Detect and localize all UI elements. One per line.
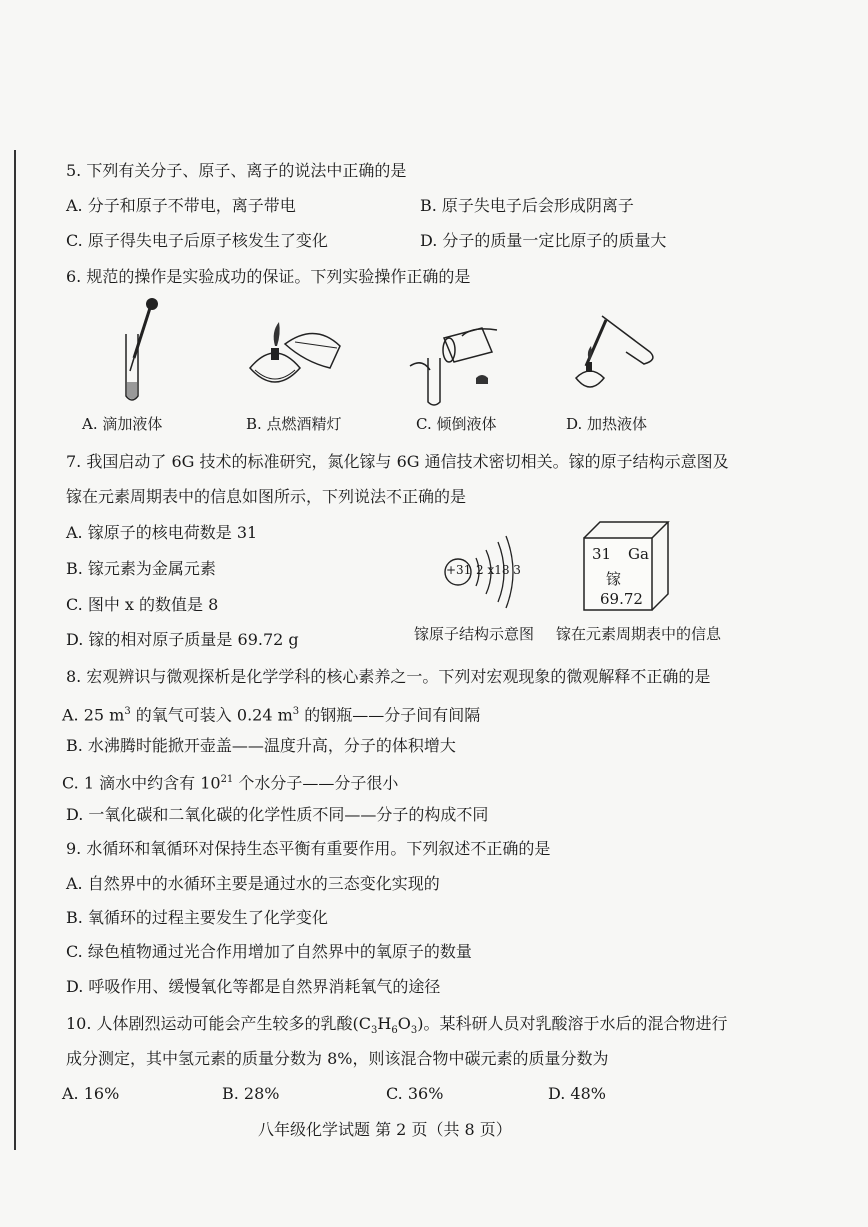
- atom-shell-electrons: 2 x18 3: [476, 563, 521, 577]
- page-footer: 八年级化学试题 第 2 页（共 8 页）: [258, 1120, 512, 1139]
- q6-option-a: A. 滴加液体: [82, 415, 163, 433]
- q7-stem-line-1: 7. 我国启动了 6G 技术的标准研究，氮化镓与 6G 通信技术密切相关。镓的原子结构示意图及: [66, 452, 729, 471]
- q10-stem-line-1: 10. 人体剧烈运动可能会产生较多的乳酸$(C_3H_6O_3)$。某科研人员对乳酸溶于水后的混合物进行: [66, 1014, 728, 1037]
- q7-option-c: C. 图中 x 的数值是 8: [66, 595, 219, 614]
- q10-stem-line-2: 成分测定，其中氢元素的质量分数为 8%，则该混合物中碳元素的质量分数为: [66, 1049, 609, 1068]
- q10-option-b: B. 28%: [222, 1084, 280, 1103]
- heating-liquid-figure: [566, 312, 661, 402]
- q5-stem: 5. 下列有关分子、原子、离子的说法中正确的是: [66, 161, 407, 180]
- q7-option-a: A. 镓原子的核电荷数是 31: [66, 523, 258, 542]
- q10-option-d: D. 48%: [548, 1084, 606, 1103]
- q9-option-a: A. 自然界中的水循环主要是通过水的三态变化实现的: [66, 874, 440, 893]
- q10-option-a: A. 16%: [62, 1084, 120, 1103]
- q5-option-c: C. 原子得失电子后原子核发生了变化: [66, 231, 328, 250]
- q9-option-c: C. 绿色植物通过光合作用增加了自然界中的氧原子的数量: [66, 942, 472, 961]
- margin-line: [14, 150, 16, 1150]
- element-atomic-number: 31: [592, 545, 612, 563]
- element-symbol: Ga: [628, 545, 649, 563]
- q6-option-c: C. 倾倒液体: [416, 415, 497, 433]
- q7-stem-line-2: 镓在元素周期表中的信息如图所示，下列说法不正确的是: [66, 487, 467, 506]
- q9-stem: 9. 水循环和氧循环对保持生态平衡有重要作用。下列叙述不正确的是: [66, 839, 551, 858]
- q5-option-a: A. 分子和原子不带电，离子带电: [66, 196, 296, 215]
- q6-option-d: D. 加热液体: [566, 415, 648, 433]
- q6-stem: 6. 规范的操作是实验成功的保证。下列实验操作正确的是: [66, 267, 471, 286]
- q8-option-d: D. 一氧化碳和二氧化碳的化学性质不同——分子的构成不同: [66, 805, 489, 824]
- element-name: 镓: [606, 570, 622, 588]
- q8-option-b: B. 水沸腾时能掀开壶盖——温度升高，分子的体积增大: [66, 736, 456, 755]
- atom-structure-caption: 镓原子结构示意图: [414, 625, 535, 643]
- alcohol-lamp-figure: [245, 318, 345, 398]
- dropper-test-tube-figure: [112, 296, 182, 408]
- q7-option-d: D. 镓的相对原子质量是 69.72 g: [66, 630, 299, 649]
- element-atomic-mass: 69.72: [600, 590, 643, 608]
- q7-option-b: B. 镓元素为金属元素: [66, 559, 216, 578]
- q6-option-b: B. 点燃酒精灯: [246, 415, 342, 433]
- atom-nucleus-charge: +31: [446, 563, 472, 577]
- q9-option-b: B. 氧循环的过程主要发生了化学变化: [66, 908, 328, 927]
- periodic-table-caption: 镓在元素周期表中的信息: [556, 625, 722, 643]
- q10-option-c: C. 36%: [386, 1084, 444, 1103]
- q9-option-d: D. 呼吸作用、缓慢氧化等都是自然界消耗氧气的途径: [66, 977, 441, 996]
- q8-option-c: C. 1 滴水中约含有 $10^{21}$ 个水分子——分子很小: [62, 773, 399, 793]
- q8-stem: 8. 宏观辨识与微观探析是化学学科的核心素养之一。下列对宏观现象的微观解释不正确的是: [66, 667, 711, 686]
- q8-option-a: A. 25 $m^3$ 的氧气可装入 0.24 $m^3$ 的钢瓶——分子间有间隔: [62, 705, 481, 725]
- pouring-liquid-figure: [402, 318, 502, 408]
- q5-option-b: B. 原子失电子后会形成阴离子: [420, 196, 634, 215]
- q5-option-d: D. 分子的质量一定比原子的质量大: [420, 231, 667, 250]
